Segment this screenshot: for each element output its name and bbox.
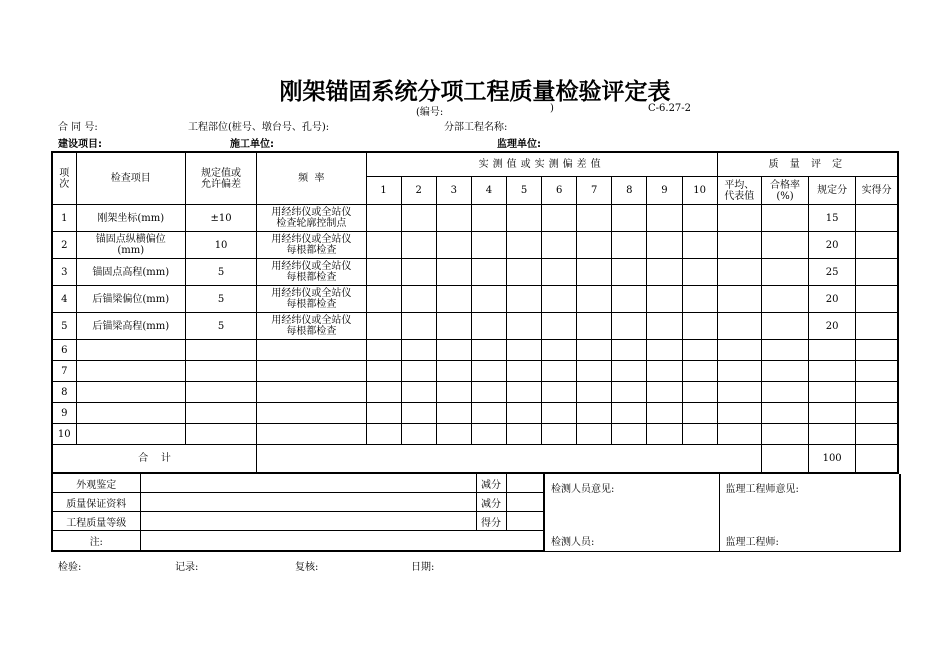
measure-cell[interactable] (366, 205, 401, 232)
table-row (52, 340, 898, 361)
row-frequency: 用经纬仪或全站仪 每根都检查 (257, 286, 366, 313)
measure-cell[interactable] (647, 259, 682, 286)
appearance-value[interactable] (140, 474, 476, 493)
row-no: 1 (52, 205, 76, 232)
empty-cell[interactable] (809, 361, 856, 382)
number-label: (编号: (416, 107, 444, 118)
empty-cell[interactable] (717, 424, 761, 445)
measure-cell[interactable] (471, 313, 506, 340)
table-row (52, 286, 898, 313)
measure-cell[interactable] (647, 286, 682, 313)
inspector-signature: 检测人员: (544, 531, 719, 552)
empty-cell[interactable] (612, 382, 647, 403)
header-score: 规定分 (809, 177, 856, 205)
empty-cell[interactable] (185, 424, 256, 445)
empty-cell[interactable] (366, 382, 401, 403)
empty-cell[interactable] (809, 382, 856, 403)
measure-cell[interactable] (577, 313, 612, 340)
supervisor-opinion: 监理工程师意见: (719, 474, 900, 531)
total-pass-rate (761, 445, 808, 474)
empty-cell[interactable] (717, 403, 761, 424)
deduct-label-1: 减分 (476, 474, 506, 493)
empty-cell[interactable] (856, 424, 898, 445)
row-check-item: 后锚梁高程(mm) (76, 313, 185, 340)
measure-cell[interactable] (647, 313, 682, 340)
empty-cell[interactable] (471, 361, 506, 382)
sub-project-label: 分部工程名称: (444, 122, 508, 133)
table-row (52, 232, 898, 259)
row-check-item: 后锚梁偏位(mm) (76, 286, 185, 313)
empty-cell[interactable] (471, 382, 506, 403)
measure-cell[interactable] (542, 205, 577, 232)
empty-cell[interactable] (682, 403, 717, 424)
row-score: 20 (809, 286, 856, 313)
row-no: 9 (52, 403, 76, 424)
deduct-value-1[interactable] (506, 474, 544, 493)
header-col: 8 (612, 177, 647, 205)
grade-value[interactable] (140, 512, 476, 531)
measure-cell[interactable] (612, 232, 647, 259)
measure-cell[interactable] (761, 313, 808, 340)
empty-cell[interactable] (506, 361, 541, 382)
header-actual: 实得分 (856, 177, 898, 205)
empty-cell[interactable] (257, 403, 366, 424)
header-col: 3 (436, 177, 471, 205)
empty-cell[interactable] (577, 382, 612, 403)
row-no: 3 (52, 259, 76, 286)
empty-cell[interactable] (682, 424, 717, 445)
empty-cell[interactable] (366, 403, 401, 424)
measure-cell[interactable] (436, 313, 471, 340)
table-row (52, 382, 898, 403)
empty-cell[interactable] (436, 340, 471, 361)
empty-cell[interactable] (809, 424, 856, 445)
measure-cell[interactable] (612, 259, 647, 286)
measure-cell[interactable] (506, 259, 541, 286)
header-pass-rate: 合格率 (%) (761, 177, 808, 205)
note-value[interactable] (140, 531, 544, 552)
empty-cell[interactable] (185, 361, 256, 382)
inspector-opinion: 检测人员意见: (551, 484, 615, 495)
empty-cell[interactable] (401, 403, 436, 424)
form-code: C-6.27-2 (648, 103, 692, 114)
number-close: ) (550, 103, 554, 114)
empty-cell[interactable] (401, 424, 436, 445)
empty-cell[interactable] (856, 403, 898, 424)
empty-cell[interactable] (542, 403, 577, 424)
footer-review: 复核: (295, 562, 319, 573)
measure-cell[interactable] (577, 232, 612, 259)
header-avg: 平均、 代表值 (717, 177, 761, 205)
measure-cell[interactable] (717, 205, 761, 232)
measure-cell[interactable] (471, 232, 506, 259)
deduct-value-2[interactable] (506, 493, 544, 512)
measure-cell[interactable] (506, 313, 541, 340)
measure-cell[interactable] (471, 259, 506, 286)
header-col: 7 (577, 177, 612, 205)
row-check-item: 锚固点纵横偏位 (mm) (76, 232, 185, 259)
empty-cell[interactable] (612, 424, 647, 445)
row-frequency: 用经纬仪或全站仪 检查轮廓控制点 (257, 205, 366, 232)
empty-cell[interactable] (257, 361, 366, 382)
measure-cell[interactable] (542, 259, 577, 286)
empty-cell[interactable] (436, 424, 471, 445)
grade-label: 工程质量等级 (52, 512, 140, 531)
empty-cell[interactable] (542, 361, 577, 382)
measure-cell[interactable] (612, 286, 647, 313)
header-col: 5 (506, 177, 541, 205)
row-frequency: 用经纬仪或全站仪 每根都检查 (257, 313, 366, 340)
row-spec: ±10 (185, 205, 256, 232)
construction-unit-label: 施工单位: (230, 139, 274, 150)
header-quality: 质 量 评 定 (717, 152, 898, 177)
total-blank (257, 445, 762, 474)
measure-cell[interactable] (761, 205, 808, 232)
empty-cell[interactable] (471, 424, 506, 445)
header-col: 2 (401, 177, 436, 205)
measure-cell[interactable] (761, 286, 808, 313)
header-measured: 实测值或实测偏差值 (366, 152, 717, 177)
empty-cell[interactable] (856, 361, 898, 382)
footer-record: 记录: (175, 562, 199, 573)
table-row (52, 313, 898, 340)
empty-cell[interactable] (682, 361, 717, 382)
empty-cell[interactable] (542, 382, 577, 403)
measure-cell[interactable] (366, 259, 401, 286)
empty-cell[interactable] (647, 361, 682, 382)
empty-cell[interactable] (76, 382, 185, 403)
measure-cell[interactable] (471, 286, 506, 313)
measure-cell[interactable] (682, 232, 717, 259)
row-spec: 5 (185, 259, 256, 286)
row-no: 8 (52, 382, 76, 403)
measure-cell[interactable] (436, 232, 471, 259)
empty-cell[interactable] (647, 403, 682, 424)
row-actual-score[interactable] (856, 313, 898, 340)
table-row (52, 361, 898, 382)
measure-cell[interactable] (577, 286, 612, 313)
measure-cell[interactable] (506, 286, 541, 313)
measure-cell[interactable] (682, 286, 717, 313)
measure-cell[interactable] (577, 259, 612, 286)
empty-cell[interactable] (366, 361, 401, 382)
quality-docs-label: 质量保证资料 (52, 493, 140, 512)
measure-cell[interactable] (717, 259, 761, 286)
empty-cell[interactable] (506, 403, 541, 424)
measure-cell[interactable] (682, 205, 717, 232)
empty-cell[interactable] (809, 340, 856, 361)
row-score: 25 (809, 259, 856, 286)
empty-cell[interactable] (185, 382, 256, 403)
empty-cell[interactable] (401, 382, 436, 403)
contract-no-label: 合 同 号: (58, 122, 98, 133)
empty-cell[interactable] (401, 361, 436, 382)
row-actual-score[interactable] (856, 205, 898, 232)
measure-cell[interactable] (401, 232, 436, 259)
empty-cell[interactable] (682, 382, 717, 403)
total-actual (856, 445, 898, 474)
empty-cell[interactable] (76, 424, 185, 445)
measure-cell[interactable] (401, 313, 436, 340)
measure-cell[interactable] (506, 232, 541, 259)
measure-cell[interactable] (436, 286, 471, 313)
measure-cell[interactable] (542, 232, 577, 259)
measure-cell[interactable] (436, 205, 471, 232)
measure-cell[interactable] (401, 205, 436, 232)
empty-cell[interactable] (401, 340, 436, 361)
empty-cell[interactable] (577, 403, 612, 424)
empty-cell[interactable] (577, 424, 612, 445)
header-col: 4 (471, 177, 506, 205)
construction-project-label: 建设项目: (58, 139, 102, 150)
total-score: 100 (809, 445, 856, 474)
empty-cell[interactable] (761, 424, 808, 445)
empty-cell[interactable] (471, 403, 506, 424)
empty-cell[interactable] (577, 361, 612, 382)
measure-cell[interactable] (761, 232, 808, 259)
empty-cell[interactable] (506, 340, 541, 361)
measure-cell[interactable] (366, 232, 401, 259)
empty-cell[interactable] (76, 361, 185, 382)
supervision-unit-label: 监理单位: (497, 139, 541, 150)
header-frequency: 频 率 (257, 152, 366, 205)
row-check-item: 锚固点高程(mm) (76, 259, 185, 286)
empty-cell[interactable] (366, 340, 401, 361)
empty-cell[interactable] (612, 361, 647, 382)
header-col: 6 (542, 177, 577, 205)
row-actual-score[interactable] (856, 232, 898, 259)
row-no: 6 (52, 340, 76, 361)
measure-cell[interactable] (717, 286, 761, 313)
empty-cell[interactable] (436, 403, 471, 424)
measure-cell[interactable] (506, 205, 541, 232)
row-spec: 5 (185, 313, 256, 340)
empty-cell[interactable] (436, 361, 471, 382)
header-item-no: 项 次 (52, 152, 76, 205)
row-no: 2 (52, 232, 76, 259)
measure-cell[interactable] (682, 313, 717, 340)
score-label: 得分 (476, 512, 506, 531)
header-col: 9 (647, 177, 682, 205)
empty-cell[interactable] (717, 361, 761, 382)
page-title: 刚架锚固系统分项工程质量检验评定表 (279, 79, 671, 105)
empty-cell[interactable] (809, 403, 856, 424)
empty-cell[interactable] (76, 340, 185, 361)
row-no: 4 (52, 286, 76, 313)
measure-cell[interactable] (366, 313, 401, 340)
empty-cell[interactable] (761, 403, 808, 424)
row-actual-score[interactable] (856, 286, 898, 313)
measure-cell[interactable] (542, 286, 577, 313)
row-spec: 5 (185, 286, 256, 313)
supervisor-signature: 监理工程师: (719, 531, 900, 552)
row-check-item: 刚架坐标(mm) (76, 205, 185, 232)
empty-cell[interactable] (612, 403, 647, 424)
measure-cell[interactable] (542, 313, 577, 340)
empty-cell[interactable] (506, 424, 541, 445)
empty-cell[interactable] (856, 382, 898, 403)
header-spec: 规定值或 允许偏差 (185, 152, 256, 205)
footer-date: 日期: (411, 562, 435, 573)
row-frequency: 用经纬仪或全站仪 每根都检查 (257, 232, 366, 259)
table-row (52, 205, 898, 232)
empty-cell[interactable] (682, 340, 717, 361)
empty-cell[interactable] (577, 340, 612, 361)
empty-cell[interactable] (542, 424, 577, 445)
empty-cell[interactable] (185, 403, 256, 424)
note-label: 注: (52, 531, 140, 552)
measure-cell[interactable] (761, 259, 808, 286)
measure-cell[interactable] (647, 232, 682, 259)
measure-cell[interactable] (366, 286, 401, 313)
empty-cell[interactable] (185, 340, 256, 361)
empty-cell[interactable] (717, 340, 761, 361)
measure-cell[interactable] (471, 205, 506, 232)
measure-cell[interactable] (717, 313, 761, 340)
row-no: 5 (52, 313, 76, 340)
project-part-label: 工程部位(桩号、墩台号、孔号): (188, 122, 330, 133)
empty-cell[interactable] (257, 340, 366, 361)
measure-cell[interactable] (577, 205, 612, 232)
empty-cell[interactable] (257, 382, 366, 403)
appearance-label: 外观鉴定 (52, 474, 140, 493)
row-no: 10 (52, 424, 76, 445)
row-frequency: 用经纬仪或全站仪 每根都检查 (257, 259, 366, 286)
table-row (52, 259, 898, 286)
measure-cell[interactable] (682, 259, 717, 286)
evaluation-section (51, 474, 901, 552)
empty-cell[interactable] (257, 424, 366, 445)
quality-docs-value[interactable] (140, 493, 476, 512)
footer-check: 检验: (58, 562, 82, 573)
measure-cell[interactable] (647, 205, 682, 232)
empty-cell[interactable] (717, 382, 761, 403)
empty-cell[interactable] (647, 340, 682, 361)
row-score: 20 (809, 232, 856, 259)
score-value[interactable] (506, 512, 544, 531)
deduct-label-2: 减分 (476, 493, 506, 512)
row-actual-score[interactable] (856, 259, 898, 286)
empty-cell[interactable] (366, 424, 401, 445)
table-row (52, 403, 898, 424)
empty-cell[interactable] (76, 403, 185, 424)
header-check-item: 检查项目 (76, 152, 185, 205)
inspection-table (51, 151, 899, 474)
empty-cell[interactable] (761, 361, 808, 382)
empty-cell[interactable] (761, 340, 808, 361)
header-col: 1 (366, 177, 401, 205)
row-no: 7 (52, 361, 76, 382)
empty-cell[interactable] (436, 382, 471, 403)
row-spec: 10 (185, 232, 256, 259)
empty-cell[interactable] (542, 340, 577, 361)
empty-cell[interactable] (761, 382, 808, 403)
empty-cell[interactable] (647, 382, 682, 403)
total-label: 合 计 (52, 445, 257, 474)
empty-cell[interactable] (612, 340, 647, 361)
measure-cell[interactable] (612, 313, 647, 340)
empty-cell[interactable] (506, 382, 541, 403)
measure-cell[interactable] (717, 232, 761, 259)
header-col: 10 (682, 177, 717, 205)
measure-cell[interactable] (401, 286, 436, 313)
row-score: 15 (809, 205, 856, 232)
row-score: 20 (809, 313, 856, 340)
measure-cell[interactable] (612, 205, 647, 232)
measure-cell[interactable] (401, 259, 436, 286)
empty-cell[interactable] (471, 340, 506, 361)
table-row (52, 424, 898, 445)
measure-cell[interactable] (436, 259, 471, 286)
empty-cell[interactable] (647, 424, 682, 445)
empty-cell[interactable] (856, 340, 898, 361)
